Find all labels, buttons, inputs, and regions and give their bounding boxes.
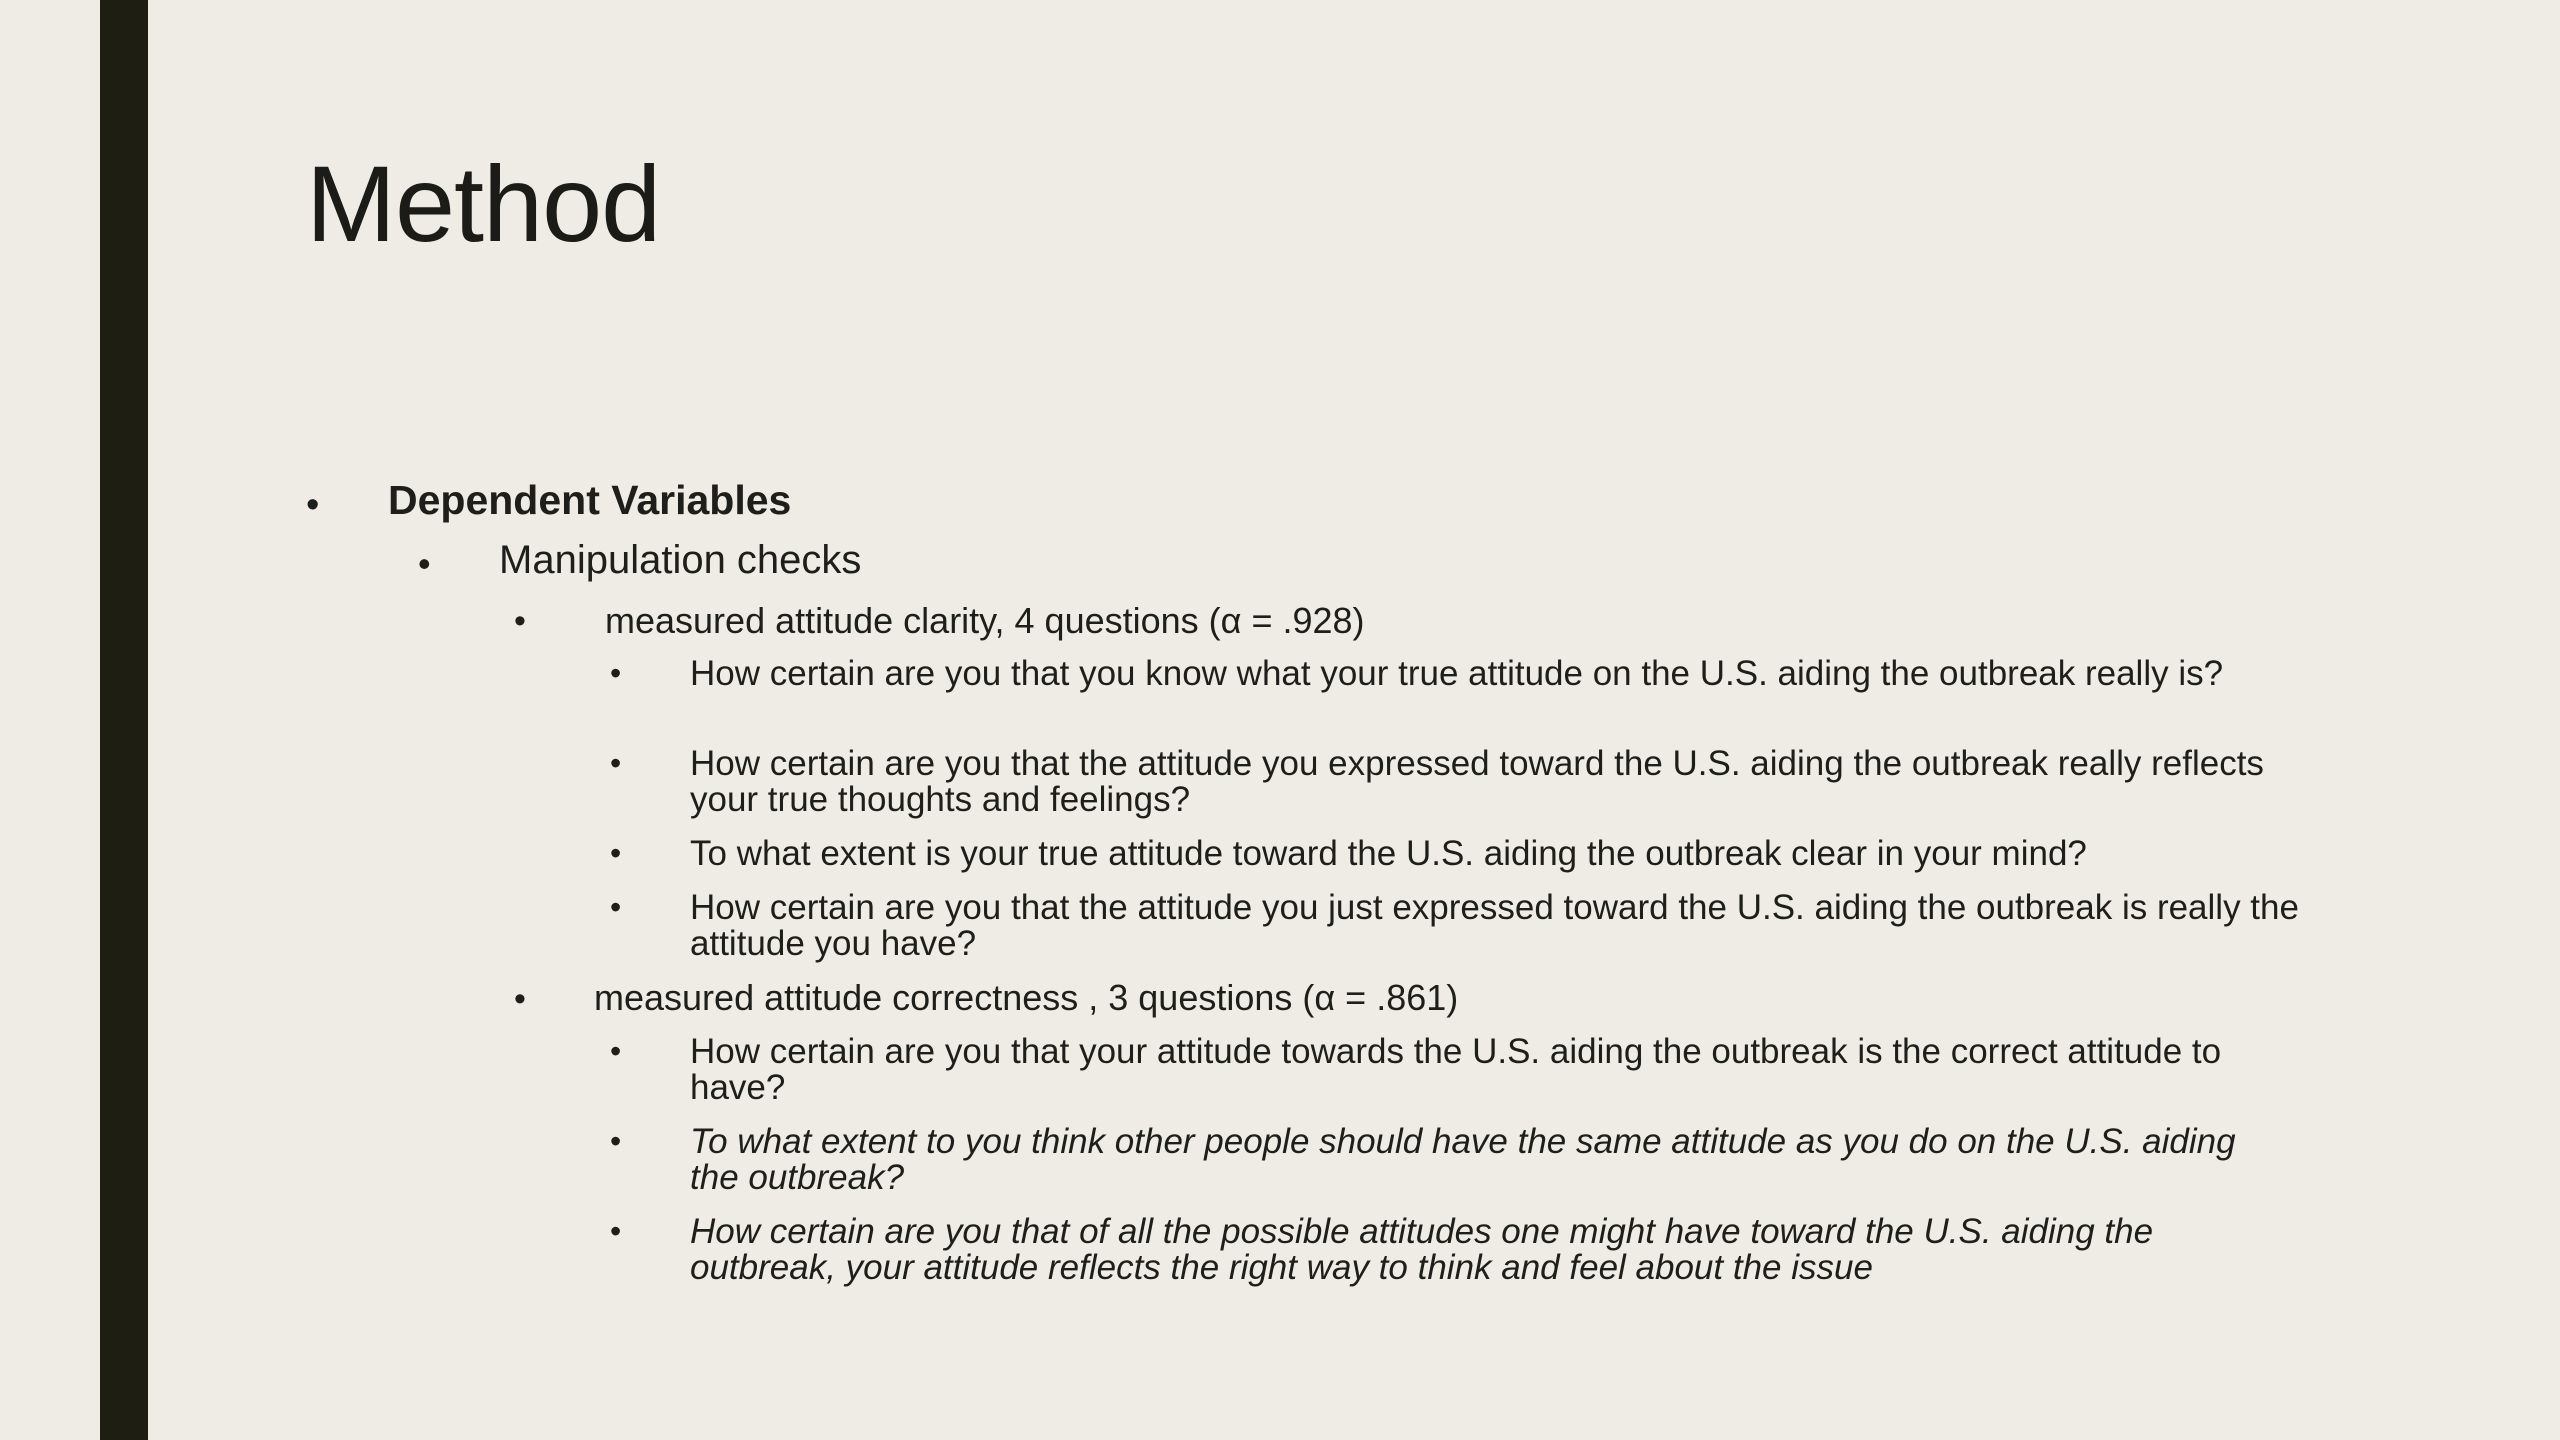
bullet-dot-icon: •: [610, 745, 622, 781]
question-text: How certain are you that your attitude towards the U.S. aiding the outbreak is the correct attitude to have?: [690, 1032, 2222, 1107]
accent-side-bar: [100, 0, 148, 1440]
bullet-dot-icon: •: [418, 543, 431, 584]
bullet-text: measured attitude correctness , 3 questions (α = .861): [594, 977, 1459, 1018]
bullet-dot-icon: •: [610, 1123, 622, 1159]
question-text: How certain are you that of all the possible attitudes one might have toward the U.S. aiding the outbreak, your attitude reflects the right way to think and feel about the issue: [690, 1212, 2154, 1287]
question-text: To what extent is your true attitude toward the U.S. aiding the outbreak clear in your mind?: [690, 834, 2087, 873]
bullet-dot-icon: •: [610, 1033, 622, 1069]
bullet-dot-icon: •: [514, 602, 526, 640]
bullet-dot-icon: •: [610, 1213, 622, 1249]
question-text: How certain are you that the attitude you expressed toward the U.S. aiding the outbreak really reflects your true thoughts and feelings?: [690, 744, 2264, 819]
bullet-text: Manipulation checks: [499, 538, 862, 582]
bullet-dot-icon: •: [610, 655, 622, 691]
bullet-dot-icon: •: [610, 889, 622, 925]
bullet-dot-icon: •: [514, 980, 526, 1018]
bullet-dot-icon: •: [306, 484, 320, 526]
question-text: How certain are you that you know what your true attitude on the U.S. aiding the outbreak really is?: [690, 654, 2224, 693]
question-text: How certain are you that the attitude you just expressed toward the U.S. aiding the outbreak is really the attitude you have?: [690, 888, 2299, 963]
slide-title: Method: [306, 143, 661, 264]
question-text: To what extent to you think other people should have the same attitude as you do on the U.S. aiding the outbreak?: [690, 1122, 2236, 1197]
bullet-dot-icon: •: [610, 835, 622, 871]
bullet-text: measured attitude clarity, 4 questions (α = .928): [605, 600, 1365, 641]
bullet-text: Dependent Variables: [388, 477, 792, 523]
